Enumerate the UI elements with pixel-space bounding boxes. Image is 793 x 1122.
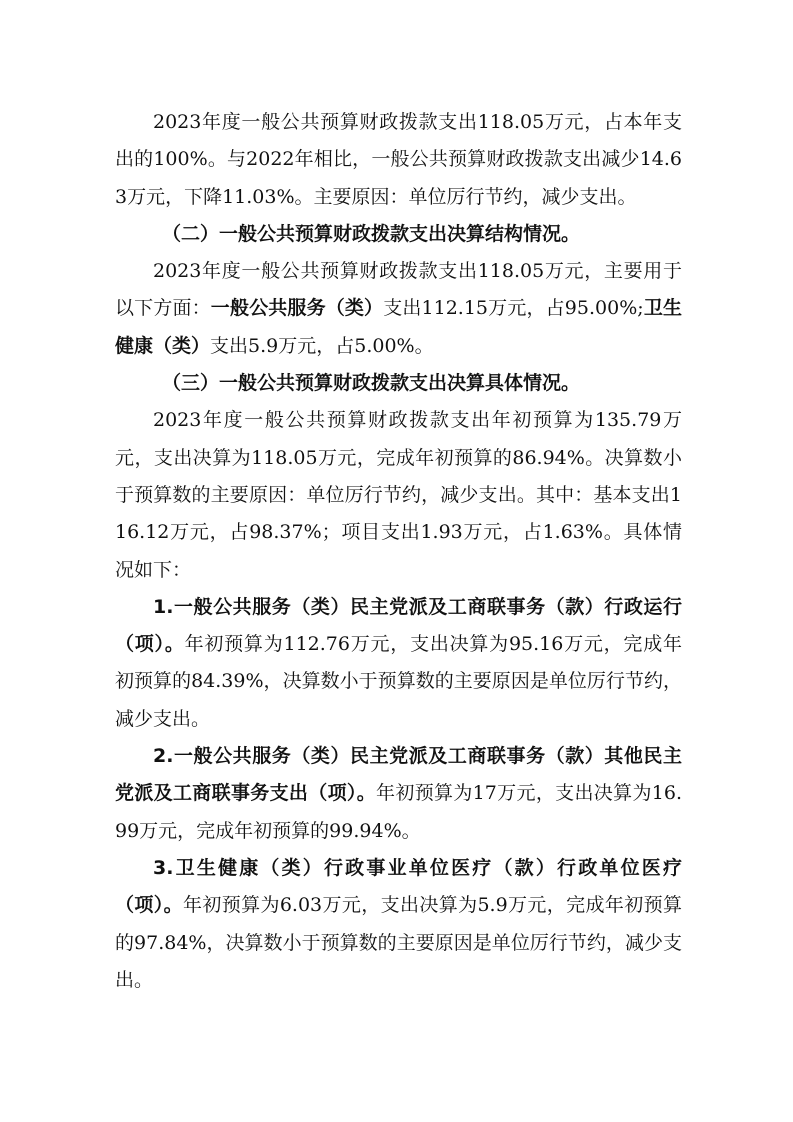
detail-item-2 <box>115 738 682 850</box>
document-page <box>115 104 682 999</box>
section-heading-details: （三）一般公共预算财政拨款支出决算具体情况。 <box>162 372 581 395</box>
detail-item-2-title: 2.一般公共服务（类）民主党派及工商联事务（款）其他民主党派及工商联事务支出（项）。 <box>115 745 682 805</box>
paragraph-details <box>115 402 682 588</box>
paragraph-overview <box>115 104 682 216</box>
category-general-public-services: 一般公共服务（类） <box>210 297 384 320</box>
category-health-amount: 支出5.9万元，占5.00%。 <box>210 334 434 357</box>
detail-item-1 <box>115 589 682 738</box>
detail-item-3-title: 3.卫生健康（类）行政事业单位医疗（款）行政单位医疗（项）。 <box>115 856 682 917</box>
category-general-public-services-amount: 支出112.15万元，占95.00%; <box>383 297 644 320</box>
section-heading-structure: （二）一般公共预算财政拨款支出决算结构情况。 <box>162 222 581 245</box>
structure-lead-text: 2023年度一般公共预算财政拨款支出118.05万元，主要用于以下方面： <box>115 260 682 320</box>
category-health: 卫生健康（类） <box>115 297 682 357</box>
paragraph-structure <box>115 253 682 365</box>
details-text: 2023年度一般公共预算财政拨款支出年初预算为135.79万元，支出决算为118.05万元，完成年初预算的86.94%。决算数小于预算数的主要原因：单位厉行节约，减少支出。其中：基本支出116.12万元，占98.37%；项目支出1.93万元，占1.63%。具体情况如下： <box>115 409 682 581</box>
detail-item-1-title: 1.一般公共服务（类）民主党派及工商联事务（款）行政运行（项）。 <box>115 595 682 656</box>
detail-item-1-text: 年初预算为112.76万元，支出决算为95.16万元，完成年初预算的84.39%，决算数小于预算数的主要原因是单位厉行节约，减少支出。 <box>115 633 682 730</box>
detail-item-3-text: 年初预算为6.03万元，支出决算为5.9万元，完成年初预算的97.84%，决算数小于预算数的主要原因是单位厉行节约，减少支出。 <box>115 894 682 991</box>
detail-item-3 <box>115 850 682 999</box>
overview-text: 2023年度一般公共预算财政拨款支出118.05万元，占本年支出的100%。与2022年相比，一般公共预算财政拨款支出减少14.63万元，下降11.03%。主要原因：单位厉行节约，减少支出。 <box>115 111 682 208</box>
detail-item-2-text: 年初预算为17万元，支出决算为16.99万元，完成年初预算的99.94%。 <box>115 782 682 842</box>
